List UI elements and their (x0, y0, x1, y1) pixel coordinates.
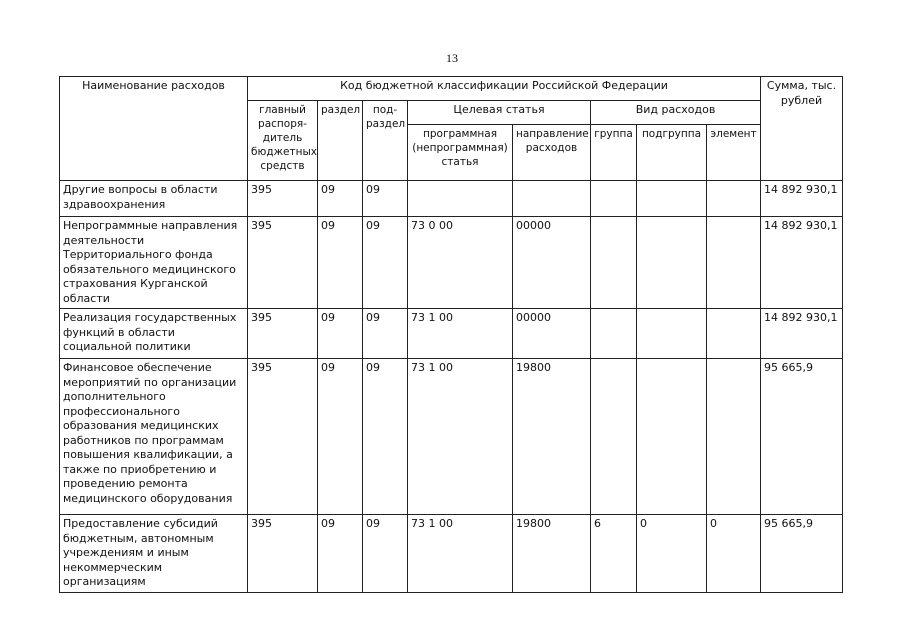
row-gruppa (591, 309, 637, 359)
row-podrazdel: 09 (363, 181, 408, 217)
header-glavny: главный распоря-дитель бюджетных средств (248, 101, 318, 181)
table-row (60, 181, 843, 217)
row-razdel: 09 (318, 515, 363, 593)
row-gruppa (591, 181, 637, 217)
header-target-group: Целевая статья (408, 101, 591, 125)
header-podgruppa: подгруппа (637, 125, 707, 181)
row-direction: 19800 (513, 359, 591, 515)
row-gruppa: 6 (591, 515, 637, 593)
row-element (707, 359, 761, 515)
row-direction: 00000 (513, 217, 591, 309)
row-element (707, 181, 761, 217)
header-element: элемент (707, 125, 761, 181)
row-podrazdel: 09 (363, 309, 408, 359)
row-program: 73 1 00 (408, 309, 513, 359)
header-direction: направление расходов (513, 125, 591, 181)
row-glavny: 395 (248, 217, 318, 309)
row-podgruppa (637, 181, 707, 217)
row-podgruppa (637, 217, 707, 309)
row-glavny: 395 (248, 515, 318, 593)
row-podrazdel: 09 (363, 359, 408, 515)
row-direction: 19800 (513, 515, 591, 593)
row-name: Финансовое обеспечение мероприятий по организации дополнительного профессионального образования медицинских работников по программам повышения квалификации, а также по приобретению и проведению ремонта медицинского оборудования (60, 359, 248, 515)
row-program: 73 1 00 (408, 515, 513, 593)
row-glavny: 395 (248, 181, 318, 217)
row-name: Реализация государственных функций в области социальной политики (60, 309, 248, 359)
row-glavny: 395 (248, 359, 318, 515)
row-gruppa (591, 359, 637, 515)
row-podrazdel: 09 (363, 217, 408, 309)
row-podrazdel: 09 (363, 515, 408, 593)
row-podgruppa (637, 309, 707, 359)
row-podgruppa (637, 359, 707, 515)
row-name: Предоставление субсидий бюджетным, автономным учреждениям и иным некоммерческим организациям (60, 515, 248, 593)
row-name: Другие вопросы в области здравоохранения (60, 181, 248, 217)
header-expense-group: Вид расходов (591, 101, 761, 125)
table-row (60, 359, 843, 515)
table-row (60, 515, 843, 593)
row-sum: 14 892 930,1 (761, 309, 843, 359)
row-program: 73 1 00 (408, 359, 513, 515)
row-name: Непрограммные направления деятельности Территориального фонда обязательного медицинского страхования Курганской области (60, 217, 248, 309)
row-razdel: 09 (318, 217, 363, 309)
header-code-group: Код бюджетной классификации Российской Федерации (248, 77, 761, 101)
row-gruppa (591, 217, 637, 309)
table-row (60, 309, 843, 359)
row-element: 0 (707, 515, 761, 593)
row-element (707, 309, 761, 359)
header-gruppa: группа (591, 125, 637, 181)
row-razdel: 09 (318, 309, 363, 359)
table-row (60, 217, 843, 309)
row-podgruppa: 0 (637, 515, 707, 593)
header-razdel: раздел (318, 101, 363, 181)
header-program: программная (непрограммная) статья (408, 125, 513, 181)
row-program (408, 181, 513, 217)
page-number: 13 (446, 51, 458, 65)
row-sum: 95 665,9 (761, 515, 843, 593)
header-sum: Сумма, тыс. рублей (761, 77, 843, 181)
row-razdel: 09 (318, 181, 363, 217)
row-program: 73 0 00 (408, 217, 513, 309)
row-sum: 95 665,9 (761, 359, 843, 515)
row-sum: 14 892 930,1 (761, 217, 843, 309)
row-element (707, 217, 761, 309)
row-sum: 14 892 930,1 (761, 181, 843, 217)
budget-table (59, 76, 843, 593)
header-name: Наименование расходов (60, 77, 248, 181)
row-direction (513, 181, 591, 217)
row-direction: 00000 (513, 309, 591, 359)
header-podrazdel: под-раздел (363, 101, 408, 181)
row-glavny: 395 (248, 309, 318, 359)
row-razdel: 09 (318, 359, 363, 515)
